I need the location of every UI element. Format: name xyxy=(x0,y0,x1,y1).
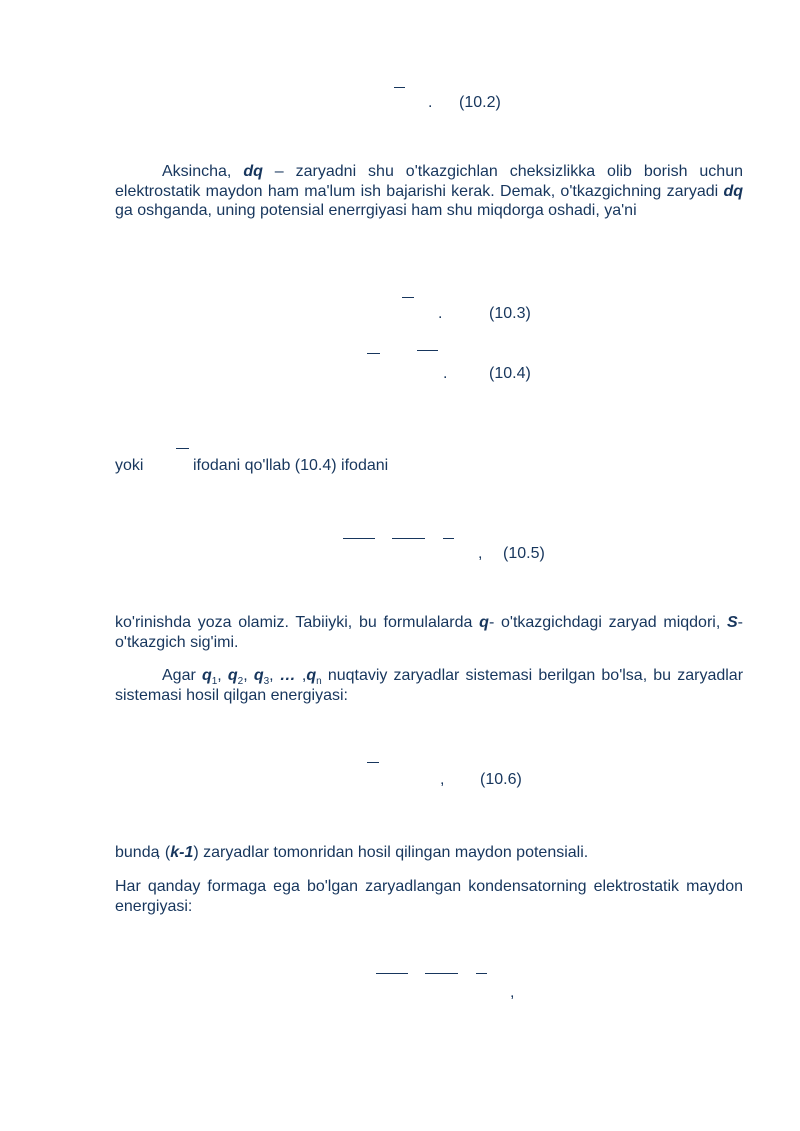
fraction-bar xyxy=(392,538,425,539)
variable: dq xyxy=(243,163,263,180)
fraction-bar xyxy=(367,762,379,763)
fraction-bar xyxy=(417,350,438,351)
variable: k-1 xyxy=(170,844,194,861)
variable: dq xyxy=(723,182,743,200)
variable: S xyxy=(727,614,738,631)
equation-comma: , xyxy=(510,984,515,1001)
fraction-bar xyxy=(394,87,405,88)
fraction-bar xyxy=(343,538,375,539)
fraction-bar xyxy=(376,973,408,974)
equation-dot: . xyxy=(443,365,448,382)
equation-number: (10.5) xyxy=(503,545,545,562)
text-yoki: yoki xyxy=(115,457,144,474)
equation-comma: , xyxy=(440,771,445,788)
fraction-bar xyxy=(176,448,189,449)
equation-number: (10.2) xyxy=(459,94,501,111)
equation-dot: . xyxy=(438,305,443,322)
variable: q xyxy=(479,614,489,631)
fraction-bar xyxy=(425,973,458,974)
fraction-bar xyxy=(402,297,414,298)
equation-number: (10.6) xyxy=(480,771,522,788)
equation-dot: . xyxy=(428,94,433,111)
text-bunda: bunda xyxy=(115,844,160,861)
text-potensiali: , (k-1) zaryadlar tomonridan hosil qilingan maydon potensiali. xyxy=(156,844,589,861)
fraction-bar xyxy=(367,353,380,354)
paragraph: Har qanday formaga ega bo'lgan zaryadlangan kondensatorning elektrostatik maydon energiyasi: xyxy=(115,878,743,915)
equation-comma: , xyxy=(478,545,483,562)
paragraph: Agar $q_1$, $q_2$, $q_3$, … $,q_n$ nuqtaviy zaryadlar sistemasi berilgan bo'lsa, bu zaryadlar sistemasi hosil qilgan energiyasi: xyxy=(115,667,744,704)
fraction-bar xyxy=(443,538,454,539)
paragraph: Aksincha, dq – zaryadni shu o'tkazgichlan cheksizlikka olib borish uchun elektrostatik maydon ham ma'lum ish bajarishi kerak. Demak, o'tkazgichning zaryadi dq ga oshganda, uning potensial enerrgiyasi ham shu miqdorga oshadi, ya'ni xyxy=(115,163,744,219)
equation-number: (10.3) xyxy=(489,305,531,322)
equation-number: (10.4) xyxy=(489,365,531,382)
text-ifodani: ifodani qo'llab (10.4) ifodani xyxy=(193,457,389,474)
fraction-bar xyxy=(476,973,487,974)
paragraph: ko'rinishda yoza olamiz. Tabiiyki, bu formulalarda q- o'tkazgichdagi zaryad miqdori, S- o'tkazgich sig'imi. xyxy=(115,614,743,651)
